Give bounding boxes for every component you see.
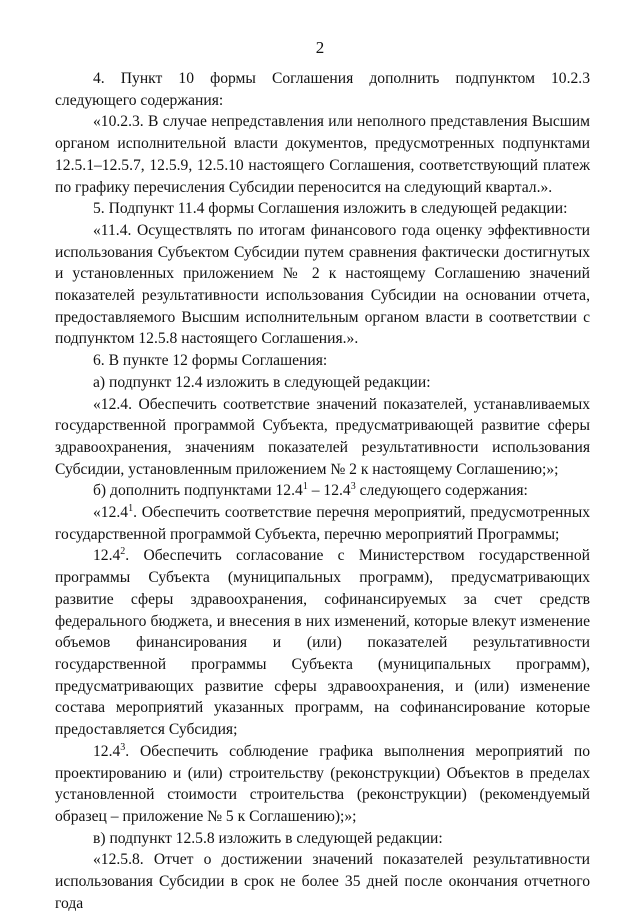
paragraph-10-2-3: «10.2.3. В случае непредставления или неполного представления Высшим органом исполнительной власти документов, предусмотренных подпунктами 12.5.1–12.5.7, 12.5.9, 12.5.10 настоящего Соглашения, соответствующий платеж по графику перечисления Субсидии переносится на следующий квартал.». [55, 113, 590, 196]
paragraph-6a: а) подпункт 12.4 изложить в следующей редакции: [93, 373, 431, 391]
superscript: 2 [120, 546, 126, 558]
superscript: 3 [350, 481, 356, 493]
text-run: «12.4 [93, 504, 129, 522]
paragraph-12-4: «12.4. Обеспечить соответствие значений показателей, устанавливаемых государственной программой Субъекта, предусматривающей развитие сферы здравоохранения, значениям показателей результативности использования Субсидии, установленным приложением № 2 к настоящему Соглашению;»; [55, 395, 590, 478]
superscript: 1 [302, 481, 308, 493]
paragraph-item-6: 6. В пункте 12 формы Соглашения: [93, 352, 328, 370]
text-run: – 12.4 [307, 482, 351, 500]
superscript: 3 [120, 741, 126, 753]
page-number: 2 [315, 38, 325, 57]
document-body [55, 68, 590, 914]
text-run: следующего содержания: [355, 482, 528, 500]
text-run: . Обеспечить соблюдение графика выполнения мероприятий по проектированию и (или) строительству (реконструкции) Объектов в пределах установленной стоимости строительства (реконструкции) (рекомендуемый образец – приложение № 5 к Соглашению);»; [55, 742, 590, 825]
superscript: 1 [128, 502, 134, 514]
paragraph-item-4: 4. Пункт 10 формы Соглашения дополнить подпунктом 10.2.3 следующего содержания: [55, 70, 590, 109]
paragraph-12-5-8: «12.5.8. Отчет о достижении значений показателей результативности использования Субсидии в срок не более 35 дней после окончания отчетного года [55, 851, 590, 912]
paragraph-12-4-2 [55, 545, 590, 740]
text-run: 12.4 [93, 742, 121, 760]
paragraph-11-4: «11.4. Осуществлять по итогам финансового года оценку эффективности использования Субъектом Субсидии путем сравнения фактически достигнутых и установленных приложением № 2 к настоящему Соглашению значений показателей результативности использования Субсидии на основании отчета, предоставляемого Высшим исполнительным органом власти в соответствии с подпунктом 12.5.8 настоящего Соглашения.». [55, 221, 590, 348]
paragraph-6v: в) подпункт 12.5.8 изложить в следующей редакции: [93, 829, 443, 847]
text-run: 12.4 [93, 547, 121, 565]
paragraph-item-5: 5. Подпункт 11.4 формы Соглашения изложить в следующей редакции: [93, 200, 568, 218]
paragraph-6b [55, 480, 590, 502]
text-run: . Обеспечить согласование с Министерством государственной программы Субъекта (муниципальных программ), предусматривающих развитие сферы здравоохранения, софинансируемых за счет средств федерального бюджета, и внесения в них изменений, которые влекут изменение объемов финансирования и (или) показателей результативности государственной программы Субъекта (муниципальных программ), предусматривающих развитие сферы здравоохранения, и (или) изменение состава мероприятий указанных программ, на софинансирование которые предоставляется Субсидия; [55, 547, 590, 739]
paragraph-12-4-3 [55, 741, 590, 828]
paragraph-12-4-1 [55, 502, 590, 545]
text-run: . Обеспечить соответствие перечня мероприятий, предусмотренных государственной программой Субъекта, перечню мероприятий Программы; [55, 504, 590, 543]
text-run: б) дополнить подпунктами 12.4 [93, 482, 303, 500]
